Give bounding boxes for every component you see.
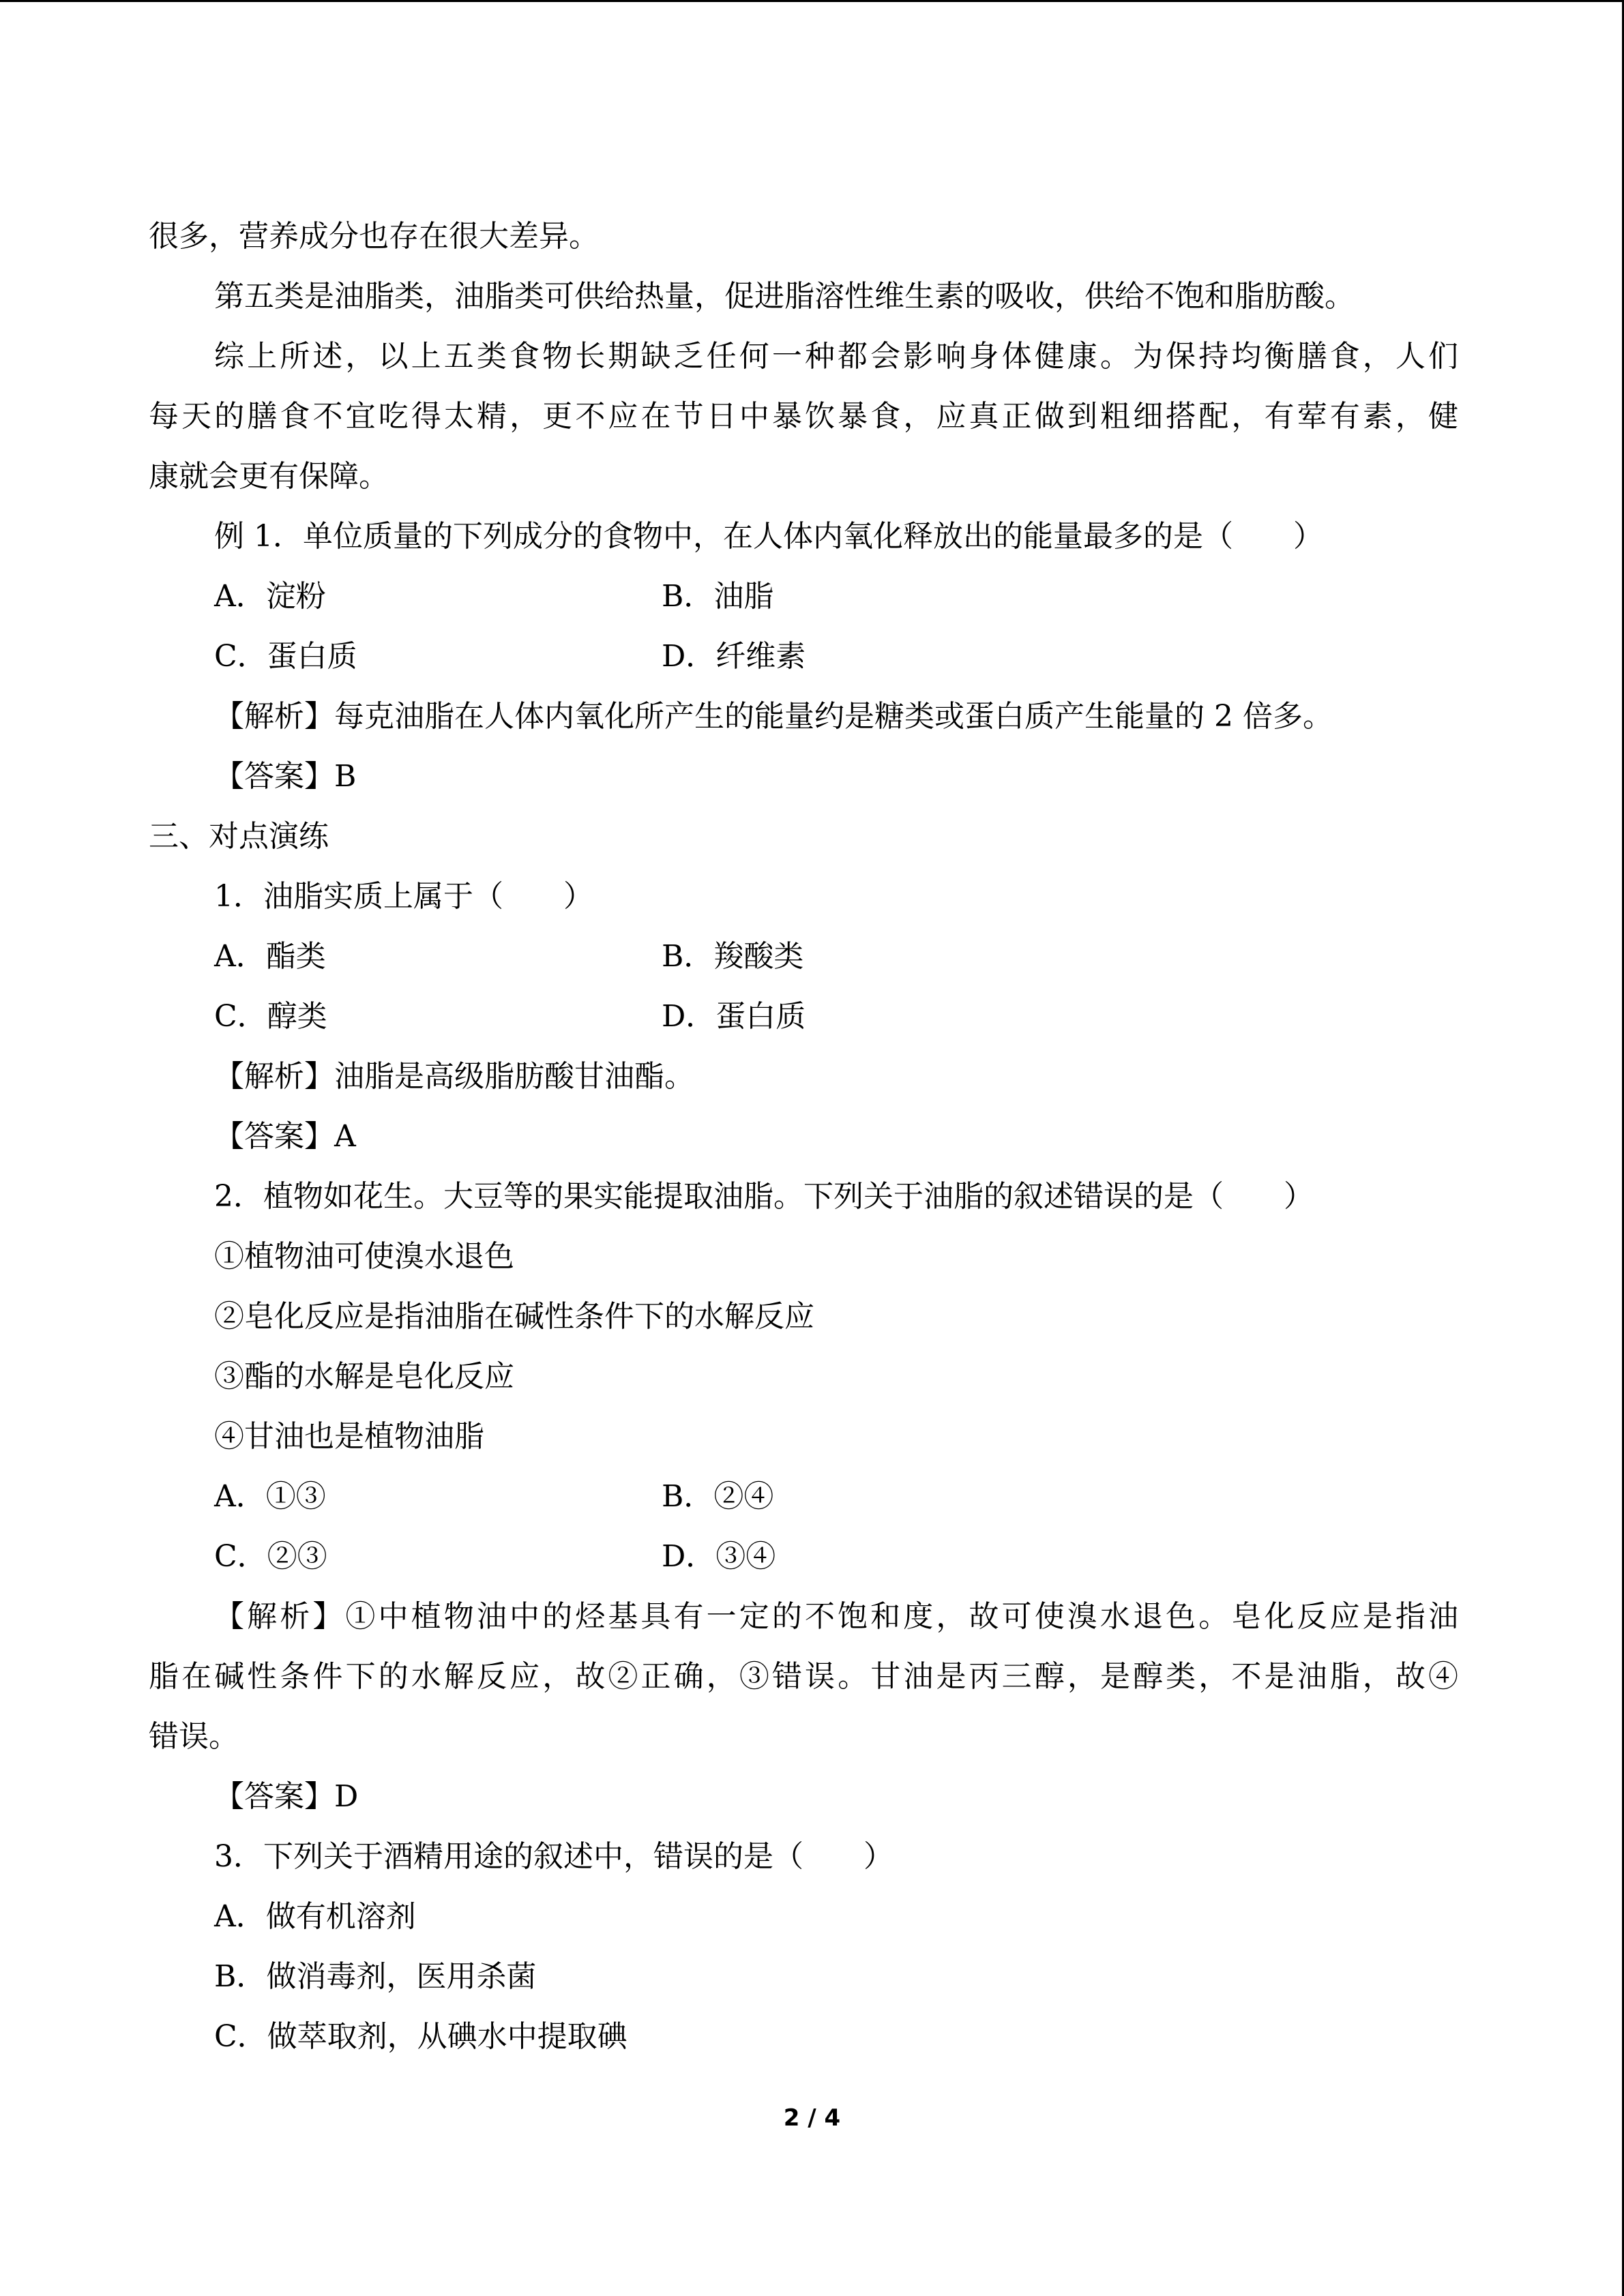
- analysis-line: 错误。: [149, 1719, 239, 1754]
- question-text: 2．植物如花生。大豆等的果实能提取油脂。下列关于油脂的叙述错误的是（ ）: [214, 1179, 1314, 1214]
- analysis: [149, 1587, 1458, 1767]
- intro-line: 很多，营养成分也存在很大差异。: [149, 219, 599, 254]
- option-row: [149, 1467, 1458, 1527]
- option-row: [149, 1527, 1458, 1587]
- question-1: [149, 867, 1458, 1167]
- option-c: C．②③: [214, 1539, 327, 1574]
- option-a: A．①③: [214, 1479, 326, 1514]
- option-d: D．③④: [662, 1539, 776, 1574]
- answer: 【答案】A: [214, 1119, 356, 1154]
- summary-line: 综上所述，以上五类食物长期缺乏任何一种都会影响身体健康。为保持均衡膳食，人们: [214, 339, 1458, 374]
- option-row: [149, 627, 1458, 687]
- option-c: C．做萃取剂，从碘水中提取碘: [214, 2019, 628, 2054]
- section-heading: 三、对点演练: [149, 819, 329, 854]
- analysis-line: 脂在碱性条件下的水解反应，故②正确，③错误。甘油是丙三醇，是醇类，不是油脂，故④: [149, 1659, 1458, 1694]
- answer: 【答案】B: [214, 759, 357, 794]
- option-d: D．纤维素: [662, 639, 806, 674]
- option-b: B．做消毒剂，医用杀菌: [214, 1959, 537, 1994]
- statement: ④甘油也是植物油脂: [214, 1419, 484, 1454]
- summary-line: 康就会更有保障。: [149, 459, 389, 494]
- option-c: C．醇类: [214, 999, 327, 1034]
- summary-paragraph: [149, 327, 1458, 507]
- page-content: [149, 207, 1458, 2067]
- statement: ③酯的水解是皂化反应: [214, 1359, 514, 1394]
- option-b: B．油脂: [662, 579, 774, 614]
- analysis-line: 【解析】①中植物油中的烃基具有一定的不饱和度，故可使溴水退色。皂化反应是指油: [214, 1599, 1458, 1634]
- option-a: A．酯类: [214, 939, 326, 974]
- option-d: D．蛋白质: [662, 999, 806, 1034]
- question-text: 1．油脂实质上属于（ ）: [214, 879, 593, 914]
- page-number: 2 / 4: [783, 2104, 841, 2132]
- summary-line: 每天的膳食不宜吃得太精，更不应在节日中暴饮暴食，应真正做到粗细搭配，有荤有素，健: [149, 399, 1458, 434]
- statement: ②皂化反应是指油脂在碱性条件下的水解反应: [214, 1299, 814, 1334]
- option-row: [149, 987, 1458, 1047]
- analysis: 【解析】每克油脂在人体内氧化所产生的能量约是糖类或蛋白质产生能量的 2 倍多。: [214, 699, 1333, 734]
- example-question: 例 1．单位质量的下列成分的食物中，在人体内氧化释放出的能量最多的是（ ）: [214, 519, 1323, 554]
- option-row: [149, 567, 1458, 627]
- fifth-category-paragraph: 第五类是油脂类，油脂类可供给热量，促进脂溶性维生素的吸收，供给不饱和脂肪酸。: [214, 279, 1355, 314]
- statement: ①植物油可使溴水退色: [214, 1239, 514, 1274]
- option-c: C．蛋白质: [214, 639, 357, 674]
- option-a: A．做有机溶剂: [214, 1899, 416, 1934]
- option-b: B．羧酸类: [662, 939, 804, 974]
- question-text: 3．下列关于酒精用途的叙述中，错误的是（ ）: [214, 1839, 894, 1874]
- example-1: [149, 507, 1458, 807]
- question-3: [149, 1827, 1458, 2067]
- option-b: B．②④: [662, 1479, 774, 1514]
- analysis: 【解析】油脂是高级脂肪酸甘油酯。: [214, 1059, 694, 1094]
- option-row: [149, 927, 1458, 987]
- option-a: A．淀粉: [214, 579, 326, 614]
- question-2: [149, 1167, 1458, 1827]
- answer: 【答案】D: [214, 1779, 359, 1814]
